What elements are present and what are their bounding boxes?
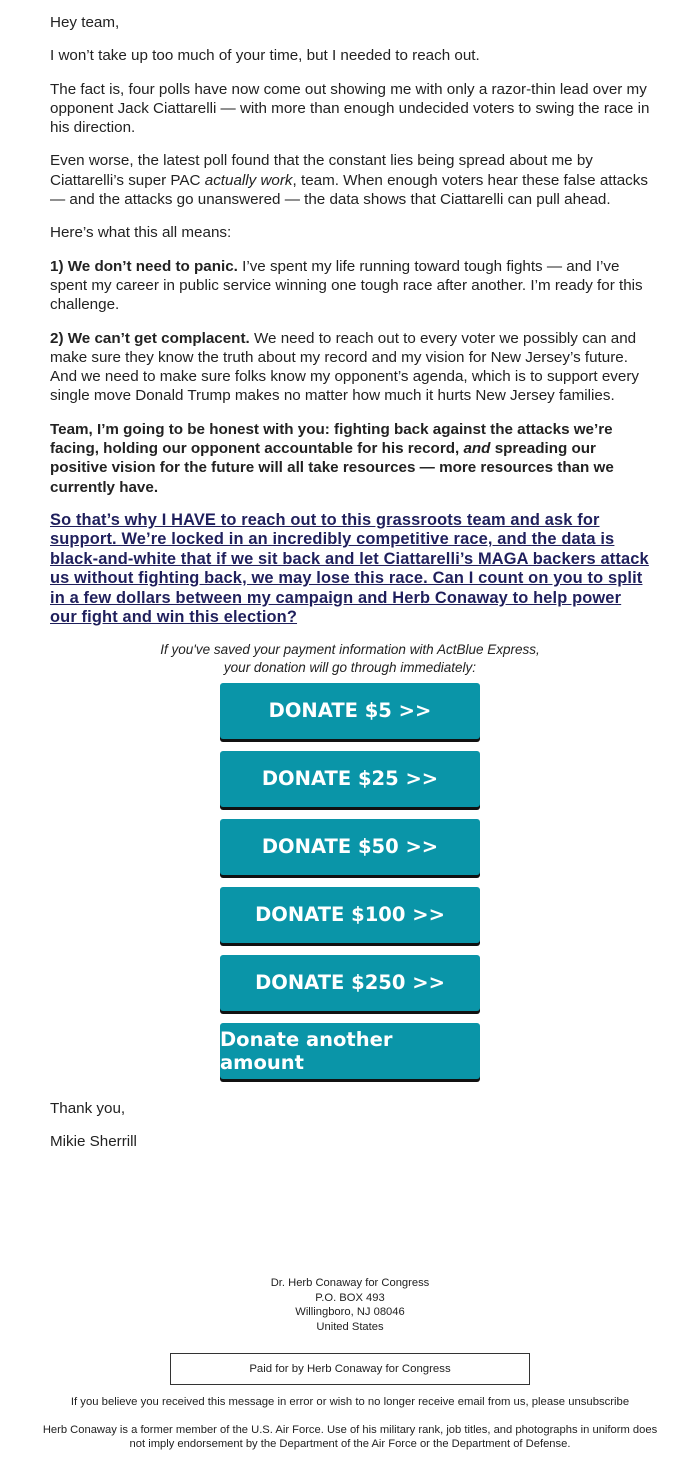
donate-100-button[interactable]: DONATE $100 >> — [220, 887, 480, 943]
org-name: Dr. Herb Conaway for Congress — [270, 1277, 430, 1289]
emphasis-actually-work: actually work — [204, 171, 293, 189]
donate-50-button[interactable]: DONATE $50 >> — [220, 819, 480, 875]
country: United States — [316, 1320, 384, 1333]
paragraph-intro: I won’t take up too much of your time, but I needed to reach out. — [50, 47, 480, 65]
email-body — [50, 13, 650, 1165]
donate-other-amount-button[interactable]: Donate another amount — [220, 1023, 480, 1079]
paragraph-what-it-means: Here’s what this all means: — [50, 224, 232, 242]
paragraph-polls: The fact is, four polls have now come out showing me with only a razor-thin lead over my opponent Jack Ciattarelli — with more than enough undecided voters to swing the race in his direction. — [50, 80, 650, 137]
donate-25-button[interactable]: DONATE $25 >> — [220, 751, 480, 807]
mailing-address — [0, 1276, 700, 1334]
paragraph-honest: Team, I’m going to be honest with you: fighting back against the attacks we’re facing, holding our opponent accountable for his record, and spreading our positive vision for the future will all take resources — more resources than we currently have. — [50, 420, 614, 496]
actblue-express-note: If you've saved your payment information with ActBlue Express, your donation will go through immediately: — [160, 642, 540, 676]
point-no-panic: 1) We don’t need to panic. I’ve spent my life running toward tough fights — and I’ve spent my career in public service winning one tough race after another. I’m ready for this challenge. — [50, 257, 643, 314]
signature: Mikie Sherrill — [50, 1133, 137, 1151]
closing: Thank you, — [50, 1099, 126, 1117]
unsubscribe-link[interactable]: If you believe you received this message in error or wish to no longer receive email from us, please unsubscribe — [70, 1396, 630, 1408]
greeting: Hey team, — [50, 14, 120, 31]
donation-ask-link-paragraph — [50, 511, 650, 627]
paid-for-disclaimer: Paid for by Herb Conaway for Congress — [170, 1353, 530, 1385]
donate-250-button[interactable]: DONATE $250 >> — [220, 955, 480, 1011]
unsubscribe-notice — [0, 1395, 700, 1410]
donation-ask-link[interactable]: So that’s why I HAVE to reach out to this grassroots team and ask for support. We’re locked in an incredibly competitive race, and the data is black-and-white that if we sit back and let Ciattarelli’s MAGA backers attack us without fighting back, we may lose this race. Can I count on you to split in a few dollars between my campaign and Herb Conaway to help power our fight and win this election? — [50, 510, 649, 626]
point-no-complacency: 2) We can’t get complacent. We need to reach out to every voter we possibly can and make sure they know the truth about my record and my vision for New Jersey’s future. And we need to make sure folks know my opponent’s agenda, which is to support every single move Donald Trump makes no matter how much it hurts New Jersey families. — [50, 329, 639, 405]
paragraph-super-pac: Even worse, the latest poll found that the constant lies being spread about me by Ciattarelli’s super PAC actually work, team. When enough voters hear these false attacks — and the attacks go unanswered — the data shows that Ciattarelli can pull ahead. — [50, 152, 648, 209]
city-state-zip: Willingboro, NJ 08046 — [295, 1306, 405, 1319]
donate-buttons — [50, 683, 650, 1079]
po-box: P.O. BOX 493 — [315, 1291, 385, 1304]
donate-5-button[interactable]: DONATE $5 >> — [220, 683, 480, 739]
military-disclaimer: Herb Conaway is a former member of the U.S. Air Force. Use of his military rank, job titles, and photographs in uniform does not imply endorsement by the Department of the Air Force or the Department of Defense. — [42, 1424, 658, 1451]
emphasis-and: and — [463, 440, 491, 458]
